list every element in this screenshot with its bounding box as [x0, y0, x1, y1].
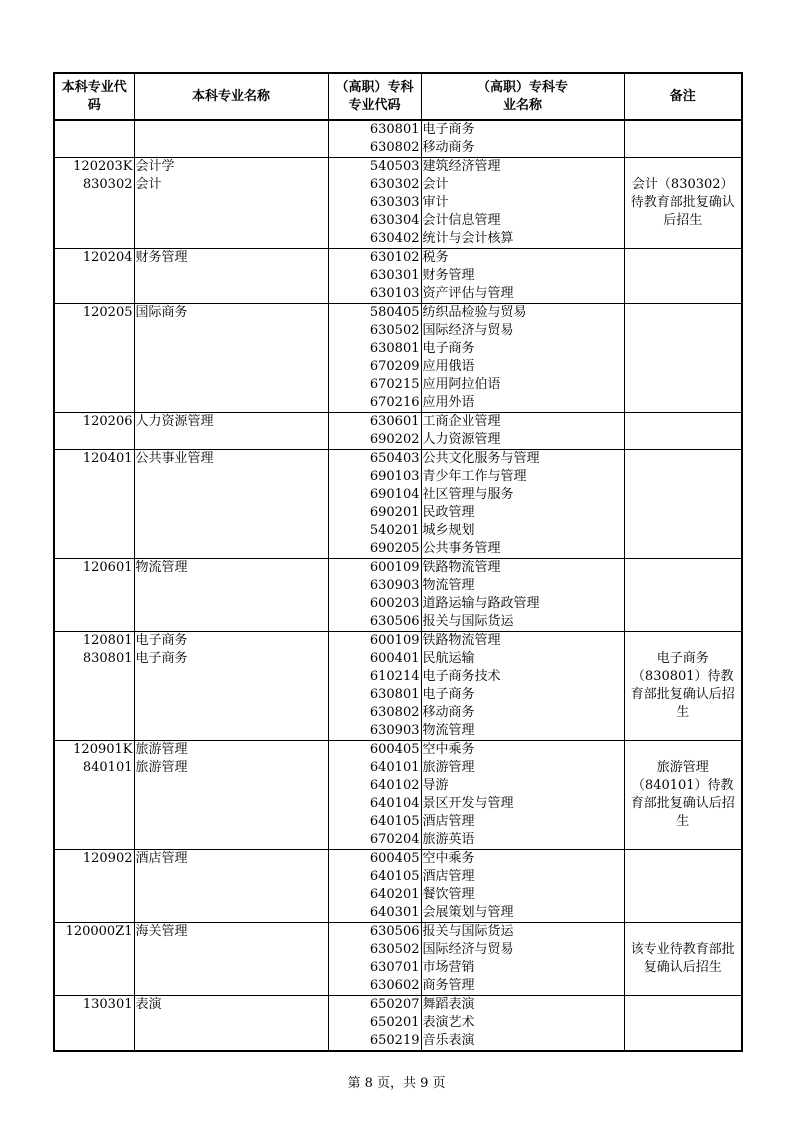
bk-name-cell-line: 财务管理 [135, 250, 188, 265]
zk-name-cell-line: 青少年工作与管理 [422, 469, 527, 484]
bk-code-cell-line: 120204 [82, 250, 133, 265]
bk-name-cell [134, 413, 328, 450]
zk-code-cell-line: 630602 [369, 978, 420, 993]
bk-code-cell-line: 120801 [82, 633, 133, 648]
bk-code-cell-line: 840101 [82, 760, 133, 775]
zk-code-cell [328, 120, 421, 158]
zk-name-cell-line: 导游 [422, 778, 449, 793]
zk-name-cell [421, 850, 624, 923]
zk-name-cell-line: 餐饮管理 [422, 887, 475, 902]
zk-code-cell-line: 690201 [369, 505, 420, 520]
zk-code-cell [328, 741, 421, 850]
zk-code-cell-line: 630402 [369, 231, 420, 246]
table-header-row [54, 73, 742, 120]
zk-code-cell [328, 450, 421, 559]
zk-name-cell-line: 公共事务管理 [422, 541, 501, 556]
zk-name-cell-line: 应用俄语 [422, 359, 475, 374]
bk-name-cell [134, 741, 328, 850]
zk-name-cell-line: 工商企业管理 [422, 414, 501, 429]
table-row [54, 450, 742, 559]
zk-code-cell-line: 670204 [369, 832, 420, 847]
zk-code-cell-line: 640101 [369, 760, 420, 775]
zk-code-cell-line: 690104 [369, 487, 420, 502]
zk-name-cell-line: 音乐表演 [422, 1033, 475, 1048]
zk-code-cell-line: 670215 [369, 377, 420, 392]
zk-name-cell [421, 450, 624, 559]
note-cell [624, 450, 742, 559]
zk-name-cell-line: 舞蹈表演 [422, 997, 475, 1012]
table-row [54, 850, 742, 923]
zk-name-cell-line: 旅游管理 [422, 760, 475, 775]
bk-code-cell-line: 120205 [82, 305, 133, 320]
zk-name-cell-line: 物流管理 [422, 578, 475, 593]
zk-code-cell-line: 600401 [369, 651, 420, 666]
bk-code-cell-line: 830801 [82, 651, 133, 666]
zk-name-cell-line: 应用阿拉伯语 [422, 377, 501, 392]
zk-name-cell [421, 632, 624, 741]
bk-name-cell-line: 表演 [135, 997, 162, 1012]
bk-name-cell [134, 923, 328, 996]
bk-code-cell [54, 304, 134, 413]
zk-name-cell-line: 物流管理 [422, 723, 475, 738]
bk-name-cell-line: 物流管理 [135, 560, 188, 575]
note-cell: 会计（830302）待教育部批复确认后招生 [624, 158, 742, 249]
zk-code-cell-line: 600203 [369, 596, 420, 611]
zk-code-cell-line: 640105 [369, 869, 420, 884]
zk-code-cell-line: 650219 [369, 1033, 420, 1048]
zk-name-cell-line: 国际经济与贸易 [422, 942, 514, 957]
zk-code-cell-line: 640201 [369, 887, 420, 902]
zk-code-cell-line: 630302 [369, 177, 420, 192]
zk-name-cell-line: 铁路物流管理 [422, 560, 501, 575]
bk-name-cell-line: 国际商务 [135, 305, 188, 320]
zk-name-cell-line: 会计 [422, 177, 449, 192]
bk-code-cell-line: 120206 [82, 414, 133, 429]
bk-name-cell [134, 120, 328, 158]
zk-name-cell-line: 民航运输 [422, 651, 475, 666]
bk-code-cell-line: 120000Z1 [65, 924, 133, 939]
note-cell: 旅游管理（840101）待教育部批复确认后招生 [624, 741, 742, 850]
bk-code-cell [54, 413, 134, 450]
bk-code-cell [54, 120, 134, 158]
bk-code-cell-line: 130301 [82, 997, 133, 1012]
bk-name-cell [134, 249, 328, 304]
zk-code-cell [328, 559, 421, 632]
bk-code-cell-line: 120203K [73, 159, 133, 174]
zk-code-cell-line: 600109 [369, 560, 420, 575]
zk-name-cell-line: 酒店管理 [422, 869, 475, 884]
zk-code-cell [328, 850, 421, 923]
table-row [54, 632, 742, 741]
zk-name-cell [421, 249, 624, 304]
zk-code-cell-line: 640105 [369, 814, 420, 829]
bk-name-cell [134, 632, 328, 741]
zk-code-cell-line: 600405 [369, 851, 420, 866]
bk-code-cell [54, 158, 134, 249]
bk-code-cell [54, 996, 134, 1052]
zk-code-cell-line: 630802 [369, 140, 420, 155]
zk-name-cell-line: 电子商务 [422, 341, 475, 356]
zk-code-cell-line: 630102 [369, 250, 420, 265]
bk-name-cell [134, 158, 328, 249]
note-cell [624, 249, 742, 304]
bk-code-cell [54, 923, 134, 996]
bk-code-cell [54, 559, 134, 632]
bk-name-cell-line: 电子商务 [135, 651, 188, 666]
note-cell [624, 996, 742, 1052]
zk-code-cell-line: 670209 [369, 359, 420, 374]
zk-name-cell-line: 城乡规划 [422, 523, 475, 538]
zk-code-cell [328, 996, 421, 1052]
zk-name-cell-line: 社区管理与服务 [422, 487, 514, 502]
bk-code-cell [54, 450, 134, 559]
zk-code-cell-line: 630506 [369, 924, 420, 939]
zk-code-cell-line: 630801 [369, 687, 420, 702]
bk-code-cell [54, 850, 134, 923]
zk-name-cell [421, 996, 624, 1052]
bk-code-cell [54, 632, 134, 741]
zk-code-cell-line: 580405 [369, 305, 420, 320]
zk-code-cell-line: 630601 [369, 414, 420, 429]
zk-code-cell-line: 630301 [369, 268, 420, 283]
bk-name-cell-line: 旅游管理 [135, 742, 188, 757]
bk-name-cell [134, 996, 328, 1052]
zk-name-cell-line: 商务管理 [422, 978, 475, 993]
header-bk-name: 本科专业名称 [134, 73, 328, 120]
zk-name-cell-line: 应用外语 [422, 395, 475, 410]
zk-name-cell [421, 923, 624, 996]
table-row [54, 120, 742, 158]
bk-code-cell [54, 249, 134, 304]
header-zk-code: （高职）专科专业代码 [328, 73, 421, 120]
zk-name-cell-line: 移动商务 [422, 705, 475, 720]
zk-code-cell-line: 690202 [369, 432, 420, 447]
bk-name-cell-line: 会计学 [135, 159, 175, 174]
zk-code-cell-line: 540503 [369, 159, 420, 174]
bk-name-cell-line: 会计 [135, 177, 162, 192]
table-row [54, 996, 742, 1052]
zk-code-cell [328, 923, 421, 996]
table-row [54, 559, 742, 632]
bk-name-cell-line: 电子商务 [135, 633, 188, 648]
zk-code-cell-line: 670216 [369, 395, 420, 410]
note-cell [624, 413, 742, 450]
zk-name-cell-line: 电子商务技术 [422, 669, 501, 684]
header-bk-code: 本科专业代码 [54, 73, 134, 120]
zk-code-cell-line: 610214 [369, 669, 420, 684]
zk-code-cell [328, 158, 421, 249]
zk-name-cell-line: 酒店管理 [422, 814, 475, 829]
bk-name-cell-line: 海关管理 [135, 924, 188, 939]
zk-name-cell [421, 158, 624, 249]
zk-name-cell-line: 表演艺术 [422, 1015, 475, 1030]
zk-code-cell-line: 630506 [369, 614, 420, 629]
zk-name-cell-line: 会展策划与管理 [422, 905, 514, 920]
zk-code-cell [328, 413, 421, 450]
zk-name-cell-line: 人力资源管理 [422, 432, 501, 447]
table-row [54, 158, 742, 249]
note-cell [624, 559, 742, 632]
zk-name-cell [421, 120, 624, 158]
zk-name-cell [421, 741, 624, 850]
zk-name-cell-line: 旅游英语 [422, 832, 475, 847]
note-cell: 电子商务（830801）待教育部批复确认后招生 [624, 632, 742, 741]
zk-code-cell-line: 650207 [369, 997, 420, 1012]
note-cell: 该专业待教育部批复确认后招生 [624, 923, 742, 996]
zk-name-cell-line: 税务 [422, 250, 449, 265]
zk-name-cell-line: 报关与国际货运 [422, 924, 514, 939]
zk-name-cell-line: 审计 [422, 195, 449, 210]
zk-name-cell-line: 市场营销 [422, 960, 475, 975]
zk-code-cell-line: 630903 [369, 723, 420, 738]
zk-code-cell-line: 650201 [369, 1015, 420, 1030]
zk-name-cell-line: 移动商务 [422, 140, 475, 155]
major-mapping-table [53, 72, 743, 1052]
zk-code-cell [328, 632, 421, 741]
bk-name-cell-line: 公共事业管理 [135, 451, 214, 466]
bk-name-cell-line: 旅游管理 [135, 760, 188, 775]
zk-code-cell-line: 630502 [369, 942, 420, 957]
zk-name-cell-line: 纺织品检验与贸易 [422, 305, 527, 320]
zk-code-cell-line: 540201 [369, 523, 420, 538]
bk-code-cell-line: 120601 [82, 560, 133, 575]
zk-code-cell [328, 249, 421, 304]
zk-code-cell-line: 640102 [369, 778, 420, 793]
bk-code-cell-line: 120401 [82, 451, 133, 466]
zk-code-cell-line: 600405 [369, 742, 420, 757]
note-cell [624, 120, 742, 158]
table-row [54, 249, 742, 304]
note-cell [624, 850, 742, 923]
zk-name-cell-line: 民政管理 [422, 505, 475, 520]
zk-code-cell-line: 640301 [369, 905, 420, 920]
zk-code-cell-line: 640104 [369, 796, 420, 811]
table-row [54, 741, 742, 850]
header-zk-name: （高职）专科专业名称 [421, 73, 624, 120]
bk-name-cell-line: 酒店管理 [135, 851, 188, 866]
zk-code-cell-line: 630303 [369, 195, 420, 210]
zk-name-cell-line: 统计与会计核算 [422, 231, 514, 246]
zk-name-cell-line: 电子商务 [422, 687, 475, 702]
table-row [54, 923, 742, 996]
zk-code-cell-line: 630502 [369, 323, 420, 338]
zk-name-cell-line: 报关与国际货运 [422, 614, 514, 629]
bk-name-cell [134, 450, 328, 559]
bk-name-cell [134, 304, 328, 413]
header-note: 备注 [624, 73, 742, 120]
zk-code-cell-line: 630802 [369, 705, 420, 720]
zk-code-cell-line: 600109 [369, 633, 420, 648]
zk-code-cell-line: 630903 [369, 578, 420, 593]
zk-name-cell-line: 空中乘务 [422, 742, 475, 757]
zk-code-cell [328, 304, 421, 413]
zk-name-cell-line: 道路运输与路政管理 [422, 596, 540, 611]
bk-name-cell-line: 人力资源管理 [135, 414, 214, 429]
note-cell [624, 304, 742, 413]
zk-name-cell-line: 国际经济与贸易 [422, 323, 514, 338]
zk-name-cell-line: 财务管理 [422, 268, 475, 283]
zk-name-cell-line: 会计信息管理 [422, 213, 501, 228]
bk-name-cell [134, 850, 328, 923]
zk-code-cell-line: 690103 [369, 469, 420, 484]
table-row [54, 413, 742, 450]
zk-name-cell-line: 电子商务 [422, 122, 475, 137]
zk-code-cell-line: 650403 [369, 451, 420, 466]
zk-code-cell-line: 630801 [369, 122, 420, 137]
zk-name-cell [421, 559, 624, 632]
zk-name-cell-line: 铁路物流管理 [422, 633, 501, 648]
bk-code-cell-line: 120902 [82, 851, 133, 866]
bk-code-cell [54, 741, 134, 850]
page-footer: 第 8 页，共 9 页 [347, 1076, 446, 1091]
zk-name-cell-line: 空中乘务 [422, 851, 475, 866]
bk-name-cell [134, 559, 328, 632]
zk-code-cell-line: 630701 [369, 960, 420, 975]
zk-code-cell-line: 630304 [369, 213, 420, 228]
table-row [54, 304, 742, 413]
zk-name-cell-line: 公共文化服务与管理 [422, 451, 540, 466]
zk-name-cell [421, 413, 624, 450]
bk-code-cell-line: 120901K [73, 742, 133, 757]
bk-code-cell-line: 830302 [82, 177, 133, 192]
zk-name-cell-line: 景区开发与管理 [422, 796, 514, 811]
zk-code-cell-line: 630801 [369, 341, 420, 356]
zk-code-cell-line: 630103 [369, 286, 420, 301]
zk-code-cell-line: 690205 [369, 541, 420, 556]
zk-name-cell-line: 资产评估与管理 [422, 286, 514, 301]
zk-name-cell [421, 304, 624, 413]
zk-name-cell-line: 建筑经济管理 [422, 159, 501, 174]
